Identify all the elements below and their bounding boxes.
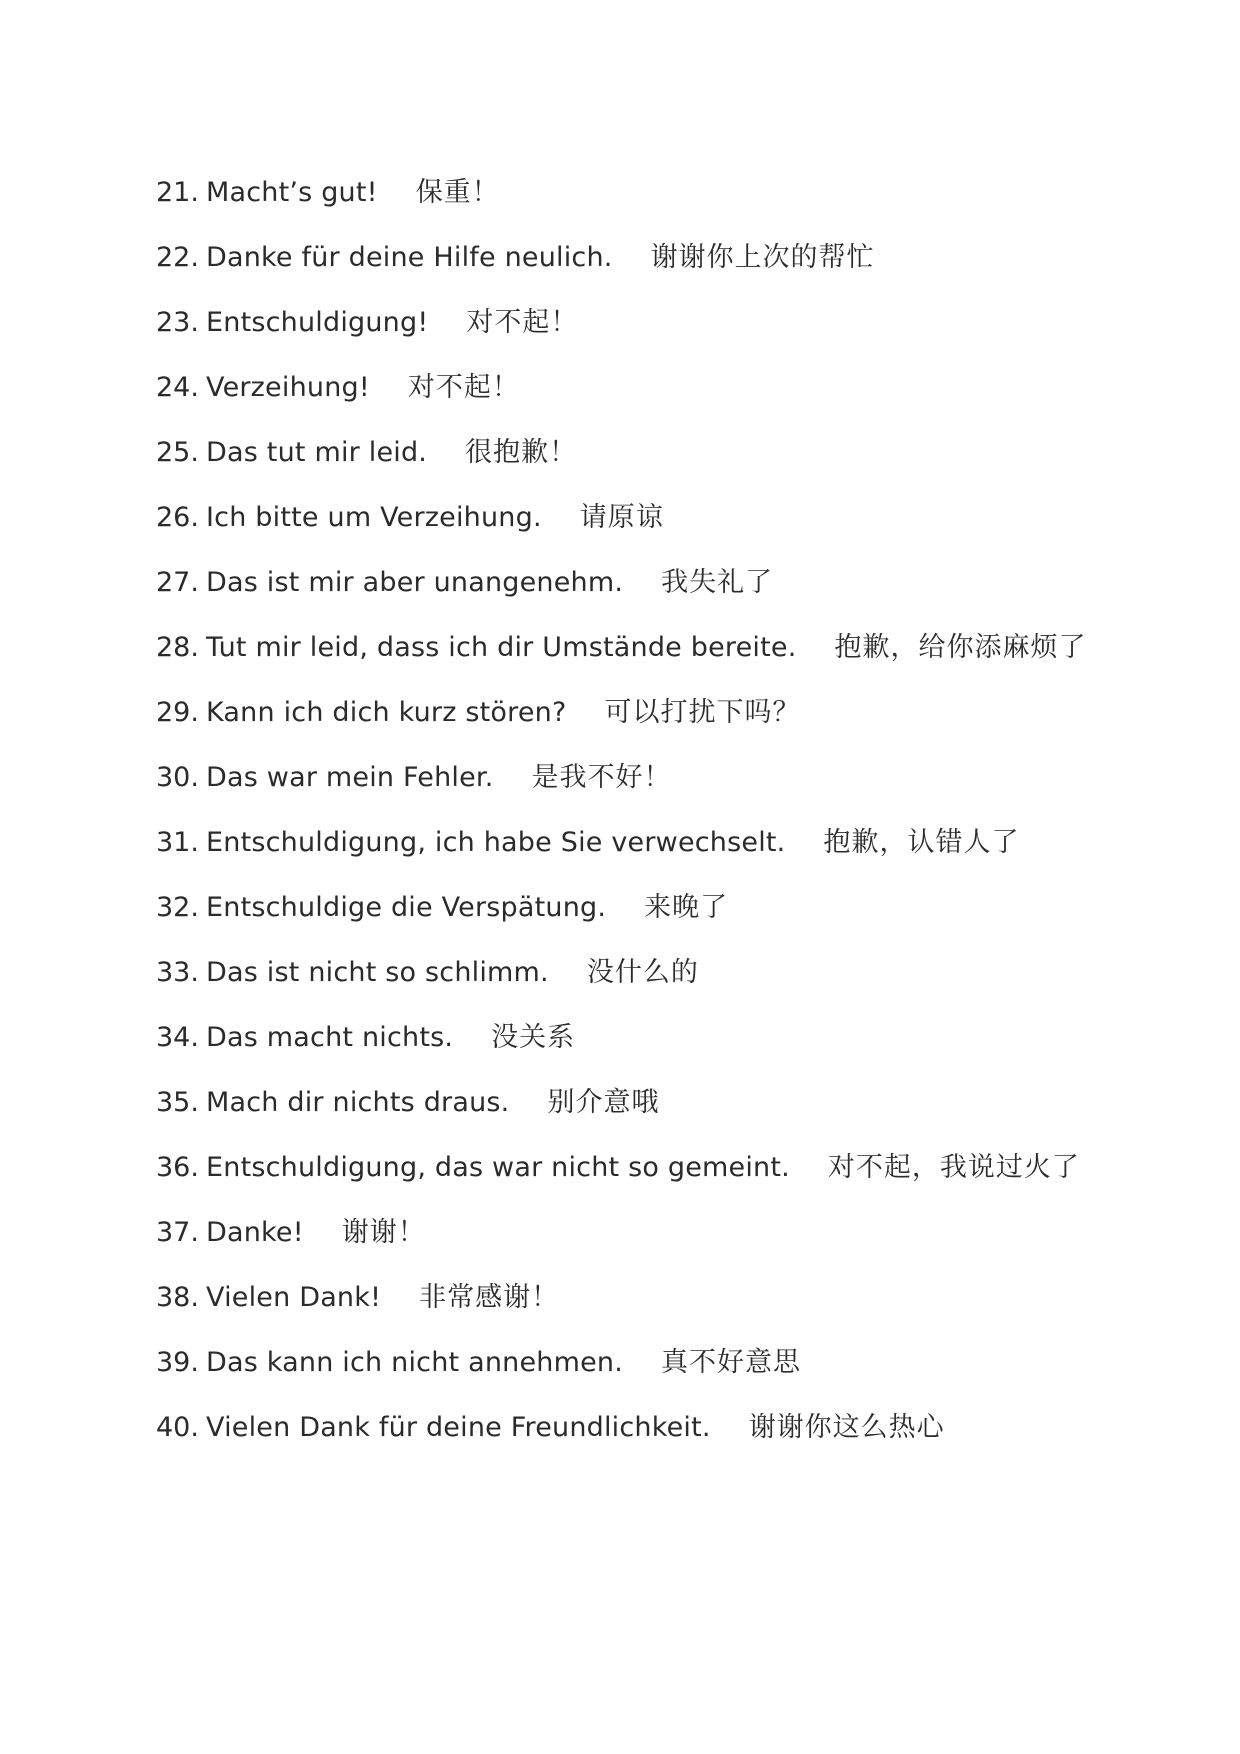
german-phrase: Entschuldige die Verspätung.	[206, 892, 607, 923]
german-phrase: Vielen Dank für deine Freundlichkeit.	[206, 1412, 711, 1443]
chinese-translation: 对不起！	[407, 372, 520, 403]
german-phrase: Das kann ich nicht annehmen.	[206, 1347, 623, 1378]
german-phrase: Tut mir leid, dass ich dir Umstände bereite.	[206, 632, 797, 663]
list-item	[156, 745, 1116, 810]
item-number: 24.	[156, 372, 199, 403]
chinese-translation: 来晚了	[644, 892, 729, 923]
chinese-translation: 请原谅	[579, 502, 664, 533]
item-text	[206, 1005, 1116, 1070]
item-number: 37.	[156, 1217, 199, 1248]
chinese-translation: 很抱歉！	[465, 437, 578, 468]
item-number: 31.	[156, 827, 199, 858]
item-number: 27.	[156, 567, 199, 598]
item-number: 34.	[156, 1022, 199, 1053]
list-item	[156, 550, 1116, 615]
item-number: 36.	[156, 1152, 199, 1183]
list-item	[156, 1330, 1116, 1395]
list-item	[156, 160, 1116, 225]
chinese-translation: 我失礼了	[661, 567, 774, 598]
list-item	[156, 1265, 1116, 1330]
item-text	[206, 615, 1116, 680]
item-number: 39.	[156, 1347, 199, 1378]
item-text	[206, 485, 1116, 550]
chinese-translation: 谢谢！	[341, 1217, 426, 1248]
list-item	[156, 680, 1116, 745]
german-phrase: Entschuldigung, ich habe Sie verwechselt.	[206, 827, 786, 858]
item-text	[206, 290, 1116, 355]
list-item	[156, 225, 1116, 290]
chinese-translation: 抱歉，认错人了	[823, 827, 1020, 858]
german-phrase: Kann ich dich kurz stören?	[206, 697, 567, 728]
list-item	[156, 420, 1116, 485]
list-item	[156, 940, 1116, 1005]
item-number: 32.	[156, 892, 199, 923]
german-phrase: Mach dir nichts draus.	[206, 1087, 510, 1118]
german-phrase: Das war mein Fehler.	[206, 762, 494, 793]
chinese-translation: 保重！	[415, 177, 500, 208]
list-item	[156, 615, 1116, 680]
item-text	[206, 1135, 1116, 1200]
chinese-translation: 是我不好！	[531, 762, 672, 793]
list-item	[156, 875, 1116, 940]
german-phrase: Entschuldigung, das war nicht so gemeint.	[206, 1152, 790, 1183]
item-number: 25.	[156, 437, 199, 468]
item-text	[206, 745, 1116, 810]
list-item	[156, 1005, 1116, 1070]
item-number: 30.	[156, 762, 199, 793]
german-phrase: Verzeihung!	[206, 372, 370, 403]
chinese-translation: 抱歉，给你添麻烦了	[834, 632, 1087, 663]
item-number: 29.	[156, 697, 199, 728]
item-number: 23.	[156, 307, 199, 338]
item-text	[206, 1330, 1116, 1395]
phrase-list	[156, 160, 1116, 1460]
item-text	[206, 355, 1116, 420]
item-text	[206, 680, 1116, 745]
item-text	[206, 1070, 1116, 1135]
chinese-translation: 谢谢你这么热心	[748, 1412, 945, 1443]
chinese-translation: 别介意哦	[547, 1087, 660, 1118]
german-phrase: Das tut mir leid.	[206, 437, 428, 468]
german-phrase: Vielen Dank!	[206, 1282, 382, 1313]
chinese-translation: 没什么的	[586, 957, 699, 988]
item-text	[206, 810, 1116, 875]
german-phrase: Entschuldigung!	[206, 307, 429, 338]
list-item	[156, 810, 1116, 875]
list-item	[156, 1200, 1116, 1265]
chinese-translation: 谢谢你上次的帮忙	[650, 242, 875, 273]
chinese-translation: 可以打扰下吗？	[604, 697, 801, 728]
item-text	[206, 1200, 1116, 1265]
german-phrase: Macht’s gut!	[206, 177, 378, 208]
item-number: 26.	[156, 502, 199, 533]
item-number: 40.	[156, 1412, 199, 1443]
german-phrase: Das macht nichts.	[206, 1022, 454, 1053]
list-item	[156, 485, 1116, 550]
list-item	[156, 290, 1116, 355]
item-text	[206, 160, 1116, 225]
chinese-translation: 真不好意思	[660, 1347, 801, 1378]
list-item	[156, 1395, 1116, 1460]
german-phrase: Das ist mir aber unangenehm.	[206, 567, 624, 598]
german-phrase: Das ist nicht so schlimm.	[206, 957, 549, 988]
item-number: 21.	[156, 177, 199, 208]
item-text	[206, 1395, 1116, 1460]
item-text	[206, 225, 1116, 290]
chinese-translation: 非常感谢！	[419, 1282, 560, 1313]
list-item	[156, 1135, 1116, 1200]
chinese-translation: 没关系	[491, 1022, 576, 1053]
item-text	[206, 550, 1116, 615]
german-phrase: Danke für deine Hilfe neulich.	[206, 242, 613, 273]
item-text	[206, 875, 1116, 940]
list-item	[156, 1070, 1116, 1135]
german-phrase: Ich bitte um Verzeihung.	[206, 502, 542, 533]
german-phrase: Danke!	[206, 1217, 304, 1248]
list-item	[156, 355, 1116, 420]
item-number: 38.	[156, 1282, 199, 1313]
item-number: 22.	[156, 242, 199, 273]
item-number: 33.	[156, 957, 199, 988]
item-number: 28.	[156, 632, 199, 663]
item-text	[206, 1265, 1116, 1330]
chinese-translation: 对不起，我说过火了	[827, 1152, 1080, 1183]
item-number: 35.	[156, 1087, 199, 1118]
item-text	[206, 940, 1116, 1005]
item-text	[206, 420, 1116, 485]
chinese-translation: 对不起！	[466, 307, 579, 338]
